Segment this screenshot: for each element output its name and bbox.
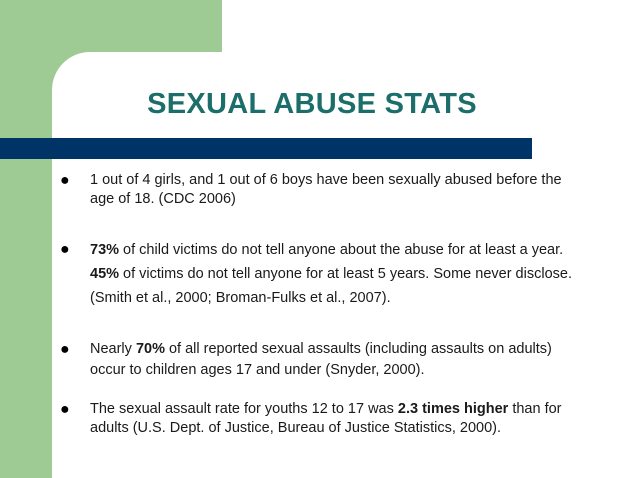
- bullet-line: [90, 262, 632, 286]
- bullet-dot-icon: ●: [60, 241, 70, 258]
- text-segment: of all reported sexual assaults (including assaults on adults): [164, 341, 552, 357]
- bold-stat: 73%: [90, 242, 120, 258]
- bullet-line: [90, 171, 632, 190]
- bold-stat: 45%: [90, 266, 120, 282]
- text-segment: of victims do not tell anyone for at least 5 years. Some never disclose.: [119, 266, 572, 282]
- text-segment: The sexual assault rate for youths 12 to 17 was: [90, 401, 398, 417]
- bullet-dot-icon: ●: [60, 172, 70, 189]
- bold-stat: 2.3 times higher: [397, 401, 509, 417]
- bullet-line: [90, 238, 632, 262]
- bullet-text: [90, 171, 632, 209]
- text-segment: than for: [508, 401, 562, 417]
- bullet-text: [90, 400, 632, 438]
- text-segment: 1 out of 4 girls, and 1 out of 6 boys have been sexually abused before the: [90, 172, 562, 188]
- bold-stat: 70%: [135, 341, 165, 357]
- bullet-line: [90, 400, 632, 419]
- bullet-dot-icon: ●: [60, 341, 70, 358]
- text-segment: occur to children ages 17 and under (Snyder, 2000).: [90, 362, 425, 378]
- text-segment: age of 18. (CDC 2006): [90, 191, 236, 207]
- bullet-text: [90, 339, 632, 381]
- text-segment: (Smith et al., 2000; Broman-Fulks et al., 2007).: [90, 290, 391, 306]
- bullet-dot-icon: ●: [60, 401, 70, 418]
- bullet-line: [90, 190, 632, 209]
- bullet-line: [90, 419, 632, 438]
- text-segment: of child victims do not tell anyone about the abuse for at least a year.: [119, 242, 564, 258]
- bullet-line: [90, 339, 632, 360]
- text-segment: Nearly: [90, 341, 136, 357]
- text-segment: adults (U.S. Dept. of Justice, Bureau of Justice Statistics, 2000).: [90, 420, 502, 436]
- slide-title: SEXUAL ABUSE STATS: [147, 88, 477, 120]
- bullet-line: [90, 286, 632, 310]
- bullet-line: [90, 360, 632, 381]
- bullet-text: [90, 238, 632, 310]
